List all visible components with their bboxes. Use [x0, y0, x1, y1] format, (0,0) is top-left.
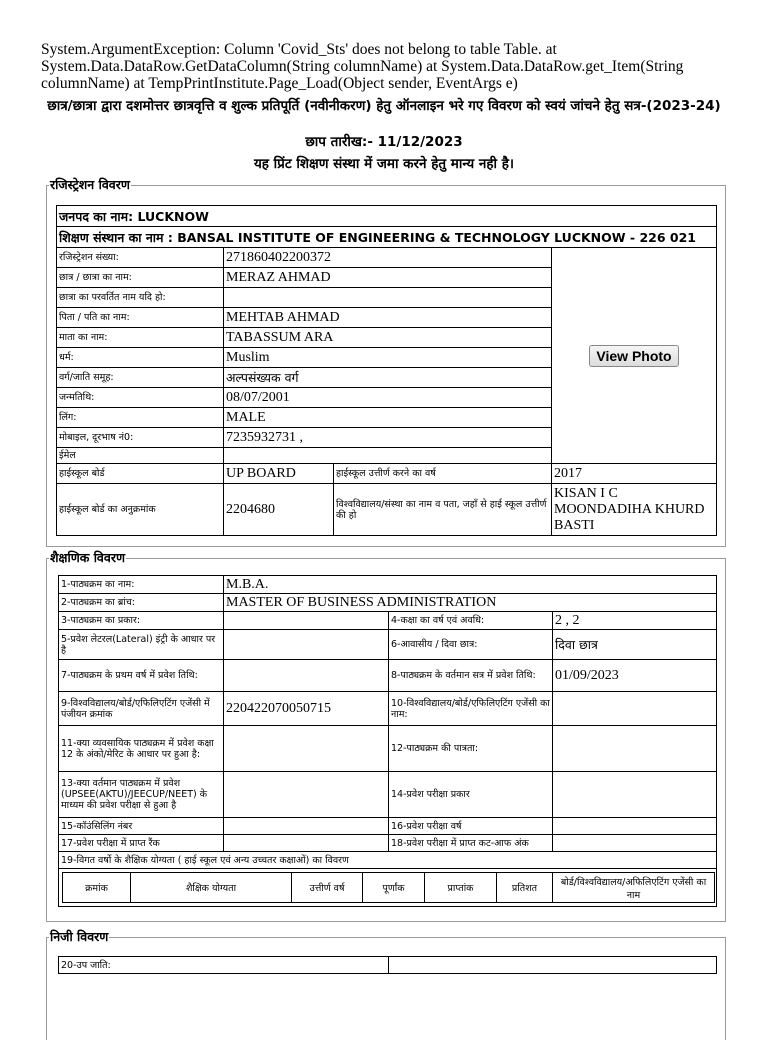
registration-field-value: MEHTAB AHMAD: [224, 308, 552, 328]
hs-year-label: हाईस्कूल उत्तीर्ण करने का वर्ष: [334, 464, 552, 484]
admit-first-value: [224, 660, 389, 692]
print-date: छाप तारीख:- 11/12/2023: [305, 134, 463, 150]
q13-label: 13-क्या वर्तमान पाठ्यक्रम में प्रवेश (UPSEE(AKTU)/JEECUP/NEET) के माध्यम की प्रवेश परीक्षा से हुआ है: [59, 772, 224, 818]
registration-field-value: [224, 288, 552, 308]
registration-field-label: मोबाइल, दूरभाष नं0:: [57, 428, 224, 448]
univ-name-value: [553, 692, 717, 726]
q13-value: [224, 772, 389, 818]
page-title: छात्र/छात्रा द्वारा दशमोत्तर छात्रवृत्ति व शुल्क प्रतिपूर्ति (नवीनीकरण) हेतु ऑनलाइन भरे गए विवरण को स्वयं जांचने हेतु सत्र-(2023-24): [47, 98, 721, 114]
previous-qualification-label: 19-विगत वर्षो के शैक्षिक योग्यता ( हाई स्कूल एवं अन्य उच्चतर कक्षाओं) का विवरण: [59, 852, 717, 869]
cutoff-value: [553, 835, 717, 852]
rank-value: [224, 835, 389, 852]
univ-name-label: 10-विश्वविद्यालय/बोर्ड/एफिलिएटिंग एजेंसी का नाम:: [389, 692, 553, 726]
counselling-value: [224, 818, 389, 835]
hs-board-label: हाईस्कूल बोर्ड: [57, 464, 224, 484]
eligibility-value: [553, 726, 717, 772]
registration-field-value: अल्पसंख्यक वर्ग: [224, 368, 552, 388]
q11-label: 11-क्या व्यवसायिक पाठ्यक्रम में प्रवेश कक्षा 12 के अंको/मेरिट के आधार पर हुआ है:: [59, 726, 224, 772]
cutoff-label: 18-प्रवेश परीक्षा में प्राप्त कट-आफ अंक: [389, 835, 553, 852]
previous-qualification-header: शैक्षिक योग्यता: [131, 873, 292, 903]
branch-label: 2-पाठ्यक्रम का ब्रांच:: [59, 594, 224, 612]
previous-qualification-header: पूर्णांक: [363, 873, 425, 903]
hs-school-value: KISAN I C MOONDADIHA KHURD BASTI: [552, 484, 717, 536]
hostel-label: 6-आवासीय / दिवा छात्र:: [389, 630, 553, 660]
registration-field-value: Muslim: [224, 348, 552, 368]
hs-board-value: UP BOARD: [224, 464, 334, 484]
academic-legend: शैक्षणिक विवरण: [50, 550, 125, 565]
hostel-value: दिवा छात्र: [553, 630, 717, 660]
admit-current-value: 01/09/2023: [553, 660, 717, 692]
registration-field-value: 7235932731 ,: [224, 428, 552, 448]
registration-field-value: TABASSUM ARA: [224, 328, 552, 348]
previous-qualification-table: [62, 872, 715, 903]
previous-qualification-header: बोर्ड/विश्वविद्यालय/अफिलिएटिंग एजेंसी का नाम: [553, 873, 715, 903]
registration-field-label: ईमेल: [57, 448, 224, 464]
registration-field-label: जन्मतिथि:: [57, 388, 224, 408]
personal-legend: निजी विवरण: [50, 929, 109, 944]
exam-type-value: [553, 772, 717, 818]
registration-field-value: MALE: [224, 408, 552, 428]
registration-field-label: माता का नाम:: [57, 328, 224, 348]
previous-qualification-header: प्रतिशत: [497, 873, 553, 903]
registration-field-value: [224, 448, 552, 464]
subcaste-value: [389, 957, 717, 974]
admit-first-label: 7-पाठ्यक्रम के प्रथम वर्ष में प्रवेश तिथि:: [59, 660, 224, 692]
registration-field-value: MERAZ AHMAD: [224, 268, 552, 288]
registration-field-label: रजिस्ट्रेशन संख्या:: [57, 248, 224, 268]
branch-value: MASTER OF BUSINESS ADMINISTRATION: [224, 594, 717, 612]
class-year-label: 4-कक्षा का वर्ष एवं अवधि:: [389, 612, 553, 630]
previous-qualification-header: क्रमांक: [63, 873, 131, 903]
registration-row: [57, 248, 717, 268]
error-message: System.ArgumentException: Column 'Covid_Sts' does not belong to table Table. at System.Data.DataRow.GetDataColumn(String columnName) at System.Data.DataRow.get_Item(String columnName) at TempPrintInstitute.Page_Load(Object sender, EventArgs e): [41, 41, 684, 92]
registration-legend: रजिस्ट्रेशन विवरण: [50, 177, 130, 192]
registration-field-label: लिंग:: [57, 408, 224, 428]
academic-table: [58, 575, 717, 907]
course-type-value: [224, 612, 389, 630]
course-name-value: M.B.A.: [224, 576, 717, 594]
view-photo-button[interactable]: View Photo: [589, 345, 678, 367]
lateral-label: 5-प्रवेश लेटरल(Lateral) इंट्री के आधार पर है: [59, 630, 224, 660]
counselling-label: 15-कॉउंसिलिंग नंबर: [59, 818, 224, 835]
registration-field-label: धर्म:: [57, 348, 224, 368]
class-year-value: 2 , 2: [553, 612, 717, 630]
registration-field-value: 271860402200372: [224, 248, 552, 268]
exam-year-value: [553, 818, 717, 835]
hs-year-value: 2017: [552, 464, 717, 484]
course-name-label: 1-पाठ्यक्रम का नाम:: [59, 576, 224, 594]
hs-school-label: विश्वविद्यालय/संस्था का नाम व पता, जहाँ से हाई स्कूल उत्तीर्ण की हो: [334, 484, 552, 536]
exam-year-label: 16-प्रवेश परीक्षा वर्ष: [389, 818, 553, 835]
registration-field-label: छात्रा का परवर्तित नाम यदि हो:: [57, 288, 224, 308]
institute-name: शिक्षण संस्थान का नाम : BANSAL INSTITUTE OF ENGINEERING & TECHNOLOGY LUCKNOW - 226 021: [57, 227, 717, 248]
validity-note: यह प्रिंट शिक्षण संस्था में जमा करने हेतु मान्य नही है।: [253, 156, 515, 172]
district-name: जनपद का नाम: LUCKNOW: [57, 206, 717, 227]
lateral-value: [224, 630, 389, 660]
registration-field-label: छात्र / छात्रा का नाम:: [57, 268, 224, 288]
registration-table: [56, 205, 717, 536]
photo-cell: [552, 248, 717, 464]
rank-label: 17-प्रवेश परीक्षा में प्राप्त रैंक: [59, 835, 224, 852]
eligibility-label: 12-पाठ्यक्रम की पात्रता:: [389, 726, 553, 772]
exam-type-label: 14-प्रवेश परीक्षा प्रकार: [389, 772, 553, 818]
hs-roll-value: 2204680: [224, 484, 334, 536]
univ-reg-label: 9-विश्वविद्यालय/बोर्ड/एफिलिएटिंग एजेंसी में पंजीयन क्रमांक: [59, 692, 224, 726]
previous-qualification-header: उत्तीर्ण वर्ष: [292, 873, 363, 903]
registration-field-label: पिता / पति का नाम:: [57, 308, 224, 328]
admit-current-label: 8-पाठ्यक्रम के वर्तमान सत्र में प्रवेश तिथि:: [389, 660, 553, 692]
univ-reg-value: 220422070050715: [224, 692, 389, 726]
course-type-label: 3-पाठ्यक्रम का प्रकार:: [59, 612, 224, 630]
subcaste-label: 20-उप जाति:: [59, 957, 389, 974]
registration-field-value: 08/07/2001: [224, 388, 552, 408]
previous-qualification-header: प्राप्तांक: [425, 873, 497, 903]
q11-value: [224, 726, 389, 772]
hs-roll-label: हाईस्कूल बोर्ड का अनुक्रमांक: [57, 484, 224, 536]
personal-table: [58, 956, 717, 974]
registration-field-label: वर्ग/जाति समूह:: [57, 368, 224, 388]
